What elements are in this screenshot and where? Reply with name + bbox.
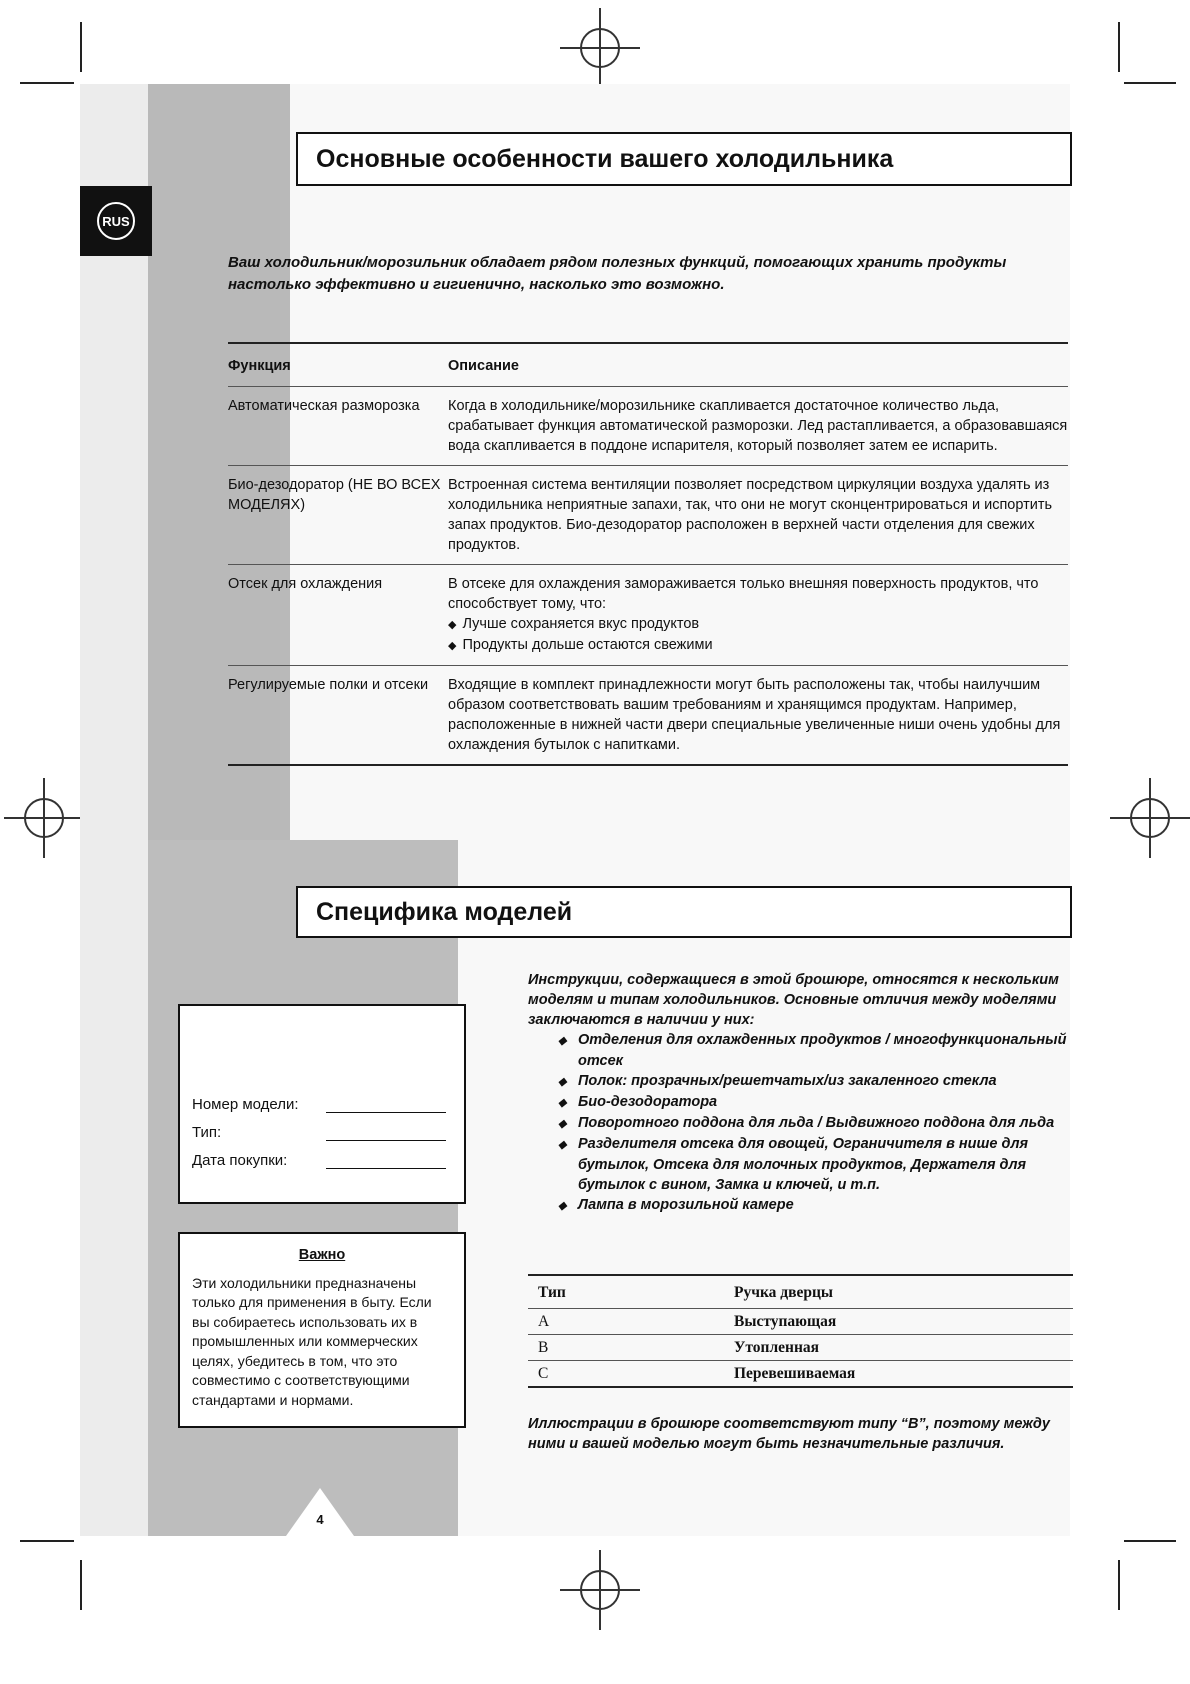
feature-description: Встроенная система вентиляции позволяет посредством циркуляции воздуха удалять из холодильника неприятные запахи, так, что они не могут сконцентрироваться и испортить запах продуктов. Био-дезодоратор расположен в верхней части отделения для свежих продуктов. <box>448 477 1053 553</box>
column-header-description: Описание <box>448 358 519 374</box>
handle-cell: Выступающая <box>734 1313 837 1330</box>
table-header <box>228 344 1068 387</box>
list-item: ◆ Отделения для охлажденных продуктов / многофункциональный отсек <box>558 1030 1073 1071</box>
crop-mark <box>20 82 74 84</box>
model-info-box <box>178 1004 466 1204</box>
crop-mark <box>80 22 82 72</box>
feature-name: Автоматическая разморозка <box>228 398 420 414</box>
table-row <box>228 666 1068 766</box>
registration-mark-left <box>24 798 64 838</box>
language-tab <box>80 186 152 256</box>
crop-mark <box>1124 82 1176 84</box>
feature-name: Регулируемые полки и отсеки <box>228 677 429 693</box>
feature-description: Когда в холодильнике/морозильнике скапливается достаточное количество льда, срабатывает функция автоматической разморозки. Лед растапливается, а образовавшаяся вода скапливается в поддоне испарителя, который позволяет затем ее испарить. <box>448 398 1068 454</box>
page-number: 4 <box>316 1512 324 1527</box>
model-number-line <box>326 1111 446 1113</box>
model-number-row <box>192 1096 446 1113</box>
type-label: Тип: <box>192 1124 222 1141</box>
column-header-type: Тип <box>538 1284 566 1301</box>
type-cell: C <box>538 1365 549 1382</box>
type-cell: B <box>538 1339 549 1356</box>
feature-description-block <box>448 574 1068 656</box>
type-row <box>192 1124 446 1141</box>
important-text: Эти холодильники предназначены только для применения в быту. Если вы собираетесь использовать их в промышленных или коммерческих целях, убедитесь в том, что это совместимо с соответствующими стандартами и нормами. <box>192 1274 432 1408</box>
model-specifics-intro: Инструкции, содержащиеся в этой брошюре, относятся к нескольким моделям и типам холодильников. Основные отличия между моделями заключаются в наличии у них: <box>528 972 1059 1028</box>
list-item: ◆ Полок: прозрачных/решетчатых/из закаленного стекла <box>558 1071 1073 1092</box>
purchase-date-line <box>326 1167 446 1169</box>
important-title: Важно <box>298 1247 346 1263</box>
feature-description: В отсеке для охлаждения замораживается только внешняя поверхность продуктов, что способствует тому, что: <box>448 576 1039 612</box>
table-row <box>528 1361 1073 1388</box>
feature-description: Входящие в комплект принадлежности могут быть расположены так, чтобы наилучшим образом соответствовать вашим требованиям и хранящимся продуктам. Например, расположенные в нижней части двери специальные увеличенные ниши очень удобны для охлаждения бутылок с напитками. <box>448 677 1061 753</box>
registration-mark-bottom <box>580 1570 620 1610</box>
feature-bullet: ◆ Продукты дольше остаются свежими <box>448 635 1068 656</box>
crop-mark <box>1124 1540 1176 1542</box>
section-title-features: Основные особенности вашего холодильника <box>296 132 1072 186</box>
registration-mark-top <box>580 28 620 68</box>
column-header-handle: Ручка дверцы <box>734 1284 834 1301</box>
language-label: RUS <box>97 202 135 240</box>
model-differences-list <box>528 1030 1073 1216</box>
intro-text: Ваш холодильник/морозильник обладает рядом полезных функций, помогающих хранить продукты настолько эффективно и гигиенично, насколько это возможно. <box>228 254 1007 293</box>
handle-cell: Перевешиваемая <box>734 1365 856 1382</box>
section-title-models: Специфика моделей <box>296 886 1072 938</box>
feature-name: Био-дезодоратор (НЕ ВО ВСЕХ МОДЕЛЯХ) <box>228 477 441 513</box>
table-row <box>228 565 1068 666</box>
door-handle-table <box>528 1274 1073 1388</box>
handle-cell: Утопленная <box>734 1339 820 1356</box>
important-box <box>178 1232 466 1428</box>
crop-mark <box>20 1540 74 1542</box>
list-item: ◆ Лампа в морозильной камере <box>558 1195 1073 1216</box>
feature-bullet: ◆ Лучше сохраняется вкус продуктов <box>448 614 1068 635</box>
table-row <box>228 387 1068 466</box>
illustration-note: Иллюстрации в брошюре соответствуют типу “B”, поэтому между ними и вашей моделью могут быть незначительные различия. <box>528 1416 1050 1452</box>
crop-mark <box>1118 1560 1120 1610</box>
registration-mark-right <box>1130 798 1170 838</box>
column-header-function: Функция <box>228 358 291 374</box>
purchase-date-row <box>192 1152 446 1169</box>
table-row <box>528 1309 1073 1335</box>
list-item: ◆ Разделителя отсека для овощей, Ограничителя в нише для бутылок, Отсека для молочных продуктов, Держателя для бутылок с вином, Замка и ключей, и т.п. <box>558 1134 1073 1195</box>
table-row <box>528 1335 1073 1361</box>
feature-name: Отсек для охлаждения <box>228 576 383 592</box>
model-number-label: Номер модели: <box>192 1096 299 1113</box>
table-row <box>228 466 1068 565</box>
type-line <box>326 1139 446 1141</box>
model-specifics <box>528 970 1073 1216</box>
purchase-date-label: Дата покупки: <box>192 1152 288 1169</box>
list-item: ◆ Поворотного поддона для льда / Выдвижного поддона для льда <box>558 1113 1073 1134</box>
features-table <box>228 342 1068 766</box>
type-cell: A <box>538 1313 550 1330</box>
table-header <box>528 1274 1073 1309</box>
crop-mark <box>1118 22 1120 72</box>
list-item: ◆ Био-дезодоратора <box>558 1092 1073 1113</box>
crop-mark <box>80 1560 82 1610</box>
